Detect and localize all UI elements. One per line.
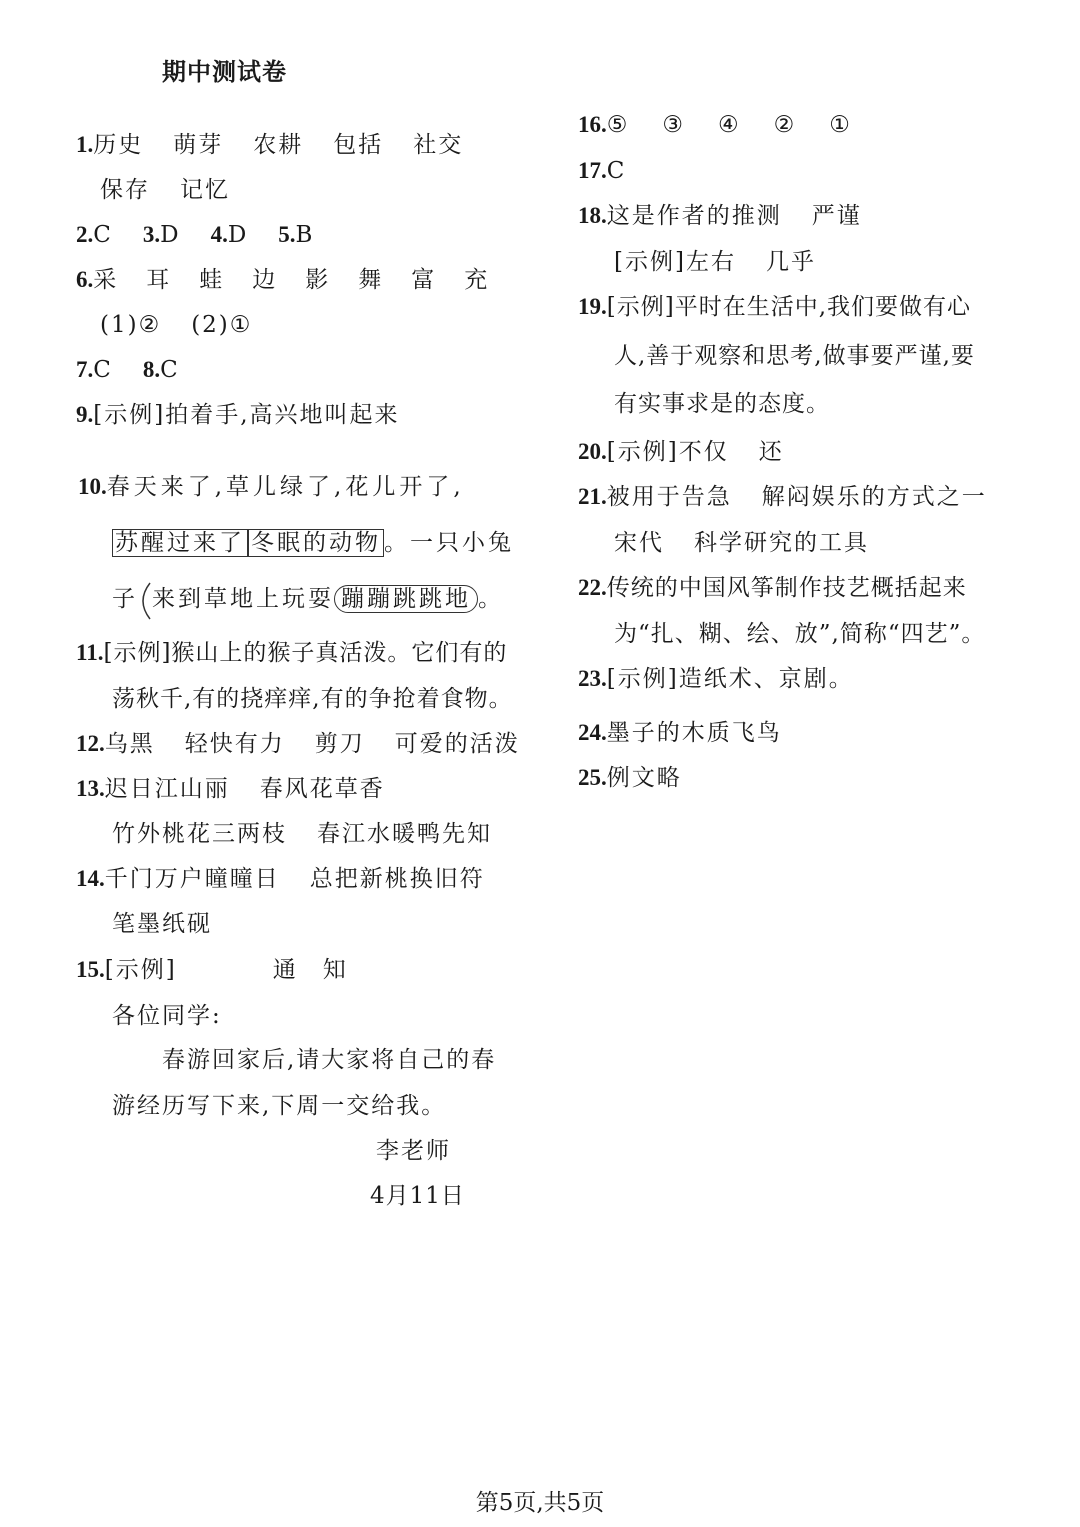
answer-1: 1.历史 萌芽 农耕 包括 社交 [76, 132, 464, 158]
answer-10-line3: 子 来到草地上玩耍 蹦蹦跳跳地 。 [112, 584, 504, 614]
answer-19-line2: 人,善于观察和思考,做事要严谨,要 [614, 343, 975, 369]
answer-21-line2: 宋代 科学研究的工具 [614, 530, 869, 556]
answer-23: 23.[示例]造纸术、京剧。 [578, 666, 854, 692]
answer-18-line2: [示例]左右 几乎 [614, 249, 816, 275]
answer-11-line2: 荡秋千,有的挠痒痒,有的争抢着食物。 [112, 686, 513, 712]
answer-15: 15.[示例] 通 知 [76, 957, 348, 983]
answer-16: 16.⑤ ③ ④ ② ① [578, 112, 856, 138]
page-title: 期中测试卷 [162, 58, 287, 86]
page-footer: 第5页,共5页 [475, 1490, 605, 1516]
answer-17: 17.C [578, 158, 627, 184]
notice-body-1: 春游回家后,请大家将自己的春 [162, 1047, 497, 1073]
notice-greeting: 各位同学: [112, 1003, 222, 1029]
answer-13-line2: 竹外桃花三两枝 春江水暖鸭先知 [112, 821, 492, 847]
answer-14-line2: 笔墨纸砚 [112, 911, 212, 937]
answer-21: 21.被用于告急 解闷娱乐的方式之一 [578, 484, 987, 510]
answer-24: 24.墨子的木质飞鸟 [578, 720, 782, 746]
notice-date: 4月11日 [370, 1183, 465, 1209]
notice-heading: 通 知 [272, 957, 348, 983]
answer-22-line2: 为“扎、糊、绘、放”,简称“四艺”。 [614, 621, 986, 647]
boxed-phrase-2: 冬眠的动物 [248, 529, 384, 557]
answer-13: 13.迟日江山丽 春风花草香 [76, 776, 385, 802]
answer-19-line3: 有实事求是的态度。 [614, 391, 830, 417]
insertion-mark-icon [138, 589, 152, 611]
answer-7-8: 7.C 8.C [76, 357, 180, 383]
notice-body-2: 游经历写下来,下周一交给我。 [112, 1093, 447, 1119]
answer-14: 14.千门万户曈曈日 总把新桃换旧符 [76, 866, 485, 892]
oval-phrase: 蹦蹦跳跳地 [334, 585, 478, 613]
notice-signature: 李老师 [376, 1138, 451, 1164]
boxed-phrase-1: 苏醒过来了 [112, 529, 248, 557]
answer-10: 10.春天来了,草儿绿了,花儿开了, [78, 474, 465, 500]
answer-25: 25.例文略 [578, 765, 682, 791]
answer-18: 18.这是作者的推测 严谨 [578, 203, 862, 229]
answer-6-sub: (1)② (2)① [100, 312, 253, 338]
answer-2-5: 2.C 3.D 4.D 5.B [76, 222, 315, 248]
answer-20: 20.[示例]不仅 还 [578, 439, 784, 465]
answer-1-cont: 保存 记忆 [100, 177, 230, 203]
answer-11: 11.[示例]猴山上的猴子真活泼。它们有的 [76, 640, 508, 666]
answer-12: 12.乌黑 轻快有力 剪刀 可爱的活泼 [76, 731, 520, 757]
answer-9: 9.[示例]拍着手,高兴地叫起来 [76, 402, 400, 428]
answer-10-line2: 苏醒过来了 冬眠的动物 。一只小兔 [112, 528, 514, 558]
answer-6: 6.采 耳 蛙 边 影 舞 富 充 [76, 267, 488, 293]
answer-19: 19.[示例]平时在生活中,我们要做有心 [578, 294, 972, 320]
answer-22: 22.传统的中国风筝制作技艺概括起来 [578, 575, 967, 601]
